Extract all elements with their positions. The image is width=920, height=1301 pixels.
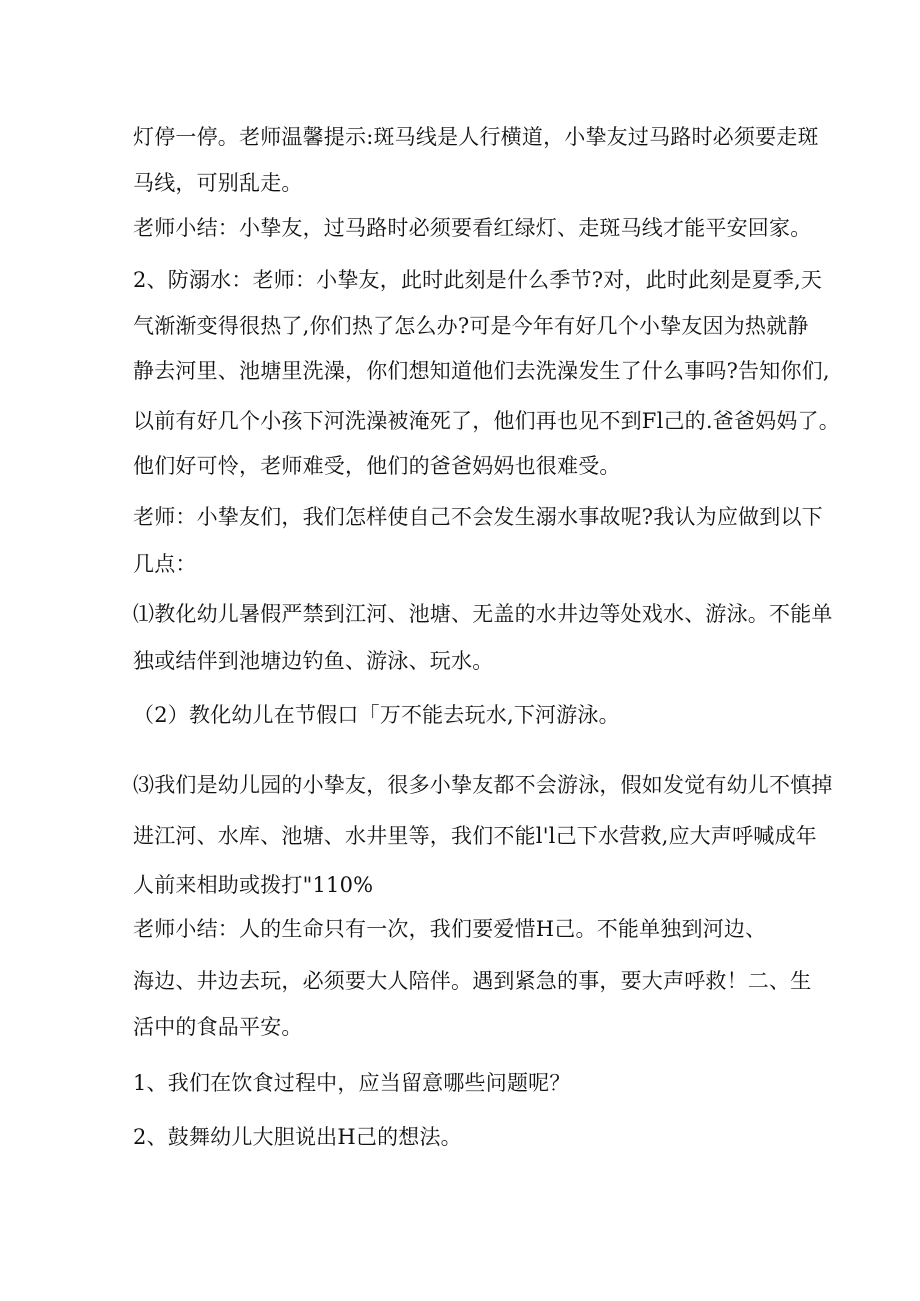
- text-line-2: 马线，可别乱走。: [133, 171, 303, 195]
- text-line-5: 气渐渐变得很热了,你们热了怎么办?可是今年有好几个小挚友因为热就静: [133, 314, 809, 338]
- text-line-4: 2、防溺水：老师：小挚友，此时此刻是什么季节?对，此时此刻是夏季,天: [133, 268, 823, 292]
- text-line-20: 1、我们在饮食过程中，应当留意哪些问题呢？: [133, 1071, 571, 1095]
- text-line-17: 老师小结：人的生命只有一次，我们要爱惜H己。不能单独到河边、: [133, 917, 767, 941]
- text-line-16: 人前来相助或拨打"110%: [133, 873, 374, 897]
- text-line-21: 2、鼓舞幼儿大胆说出H己的想法。: [133, 1125, 462, 1149]
- text-line-11: ⑴教化幼儿暑假严禁到江河、池塘、无盖的水井边等处戏水、游泳。不能单: [133, 602, 833, 626]
- text-line-19: 活中的食品平安。: [133, 1015, 303, 1039]
- text-line-18: 海边、井边去玩，必须要大人陪伴。遇到紧急的事，要大声呼救！二、生: [133, 969, 812, 993]
- text-line-8: 他们好可怜，老师难受，他们的爸爸妈妈也很难受。: [133, 454, 621, 478]
- text-line-10: 几点：: [133, 552, 197, 576]
- text-line-13: （2）教化幼儿在节假口「万不能去玩水,下河游泳。: [133, 703, 620, 727]
- text-line-15: 进江河、水库、池塘、水井里等，我们不能l'l己下水营救,应大声呼喊成年: [133, 824, 817, 848]
- text-line-7: 以前有好几个小孩下河洗澡被淹死了，他们再也见不到Fl己的.爸爸妈妈了。: [133, 409, 840, 433]
- text-line-3: 老师小结：小挚友，过马路时必须要看红绿灯、走斑马线才能平安回家。: [133, 216, 812, 240]
- text-line-14: ⑶我们是幼儿园的小挚友，很多小挚友都不会游泳，假如发觉有幼儿不慎掉: [133, 773, 833, 797]
- text-line-9: 老师：小挚友们，我们怎样使自己不会发生溺水事故呢?我认为应做到以下: [133, 505, 823, 529]
- text-line-1: 灯停一停。老师温馨提示:斑马线是人行横道，小挚友过马路时必须要走斑: [133, 125, 819, 149]
- text-line-12: 独或结伴到池塘边钓鱼、游泳、玩水。: [133, 649, 494, 673]
- text-line-6: 静去河里、池塘里洗澡，你们想知道他们去洗澡发生了什么事吗?告知你们,: [133, 359, 830, 383]
